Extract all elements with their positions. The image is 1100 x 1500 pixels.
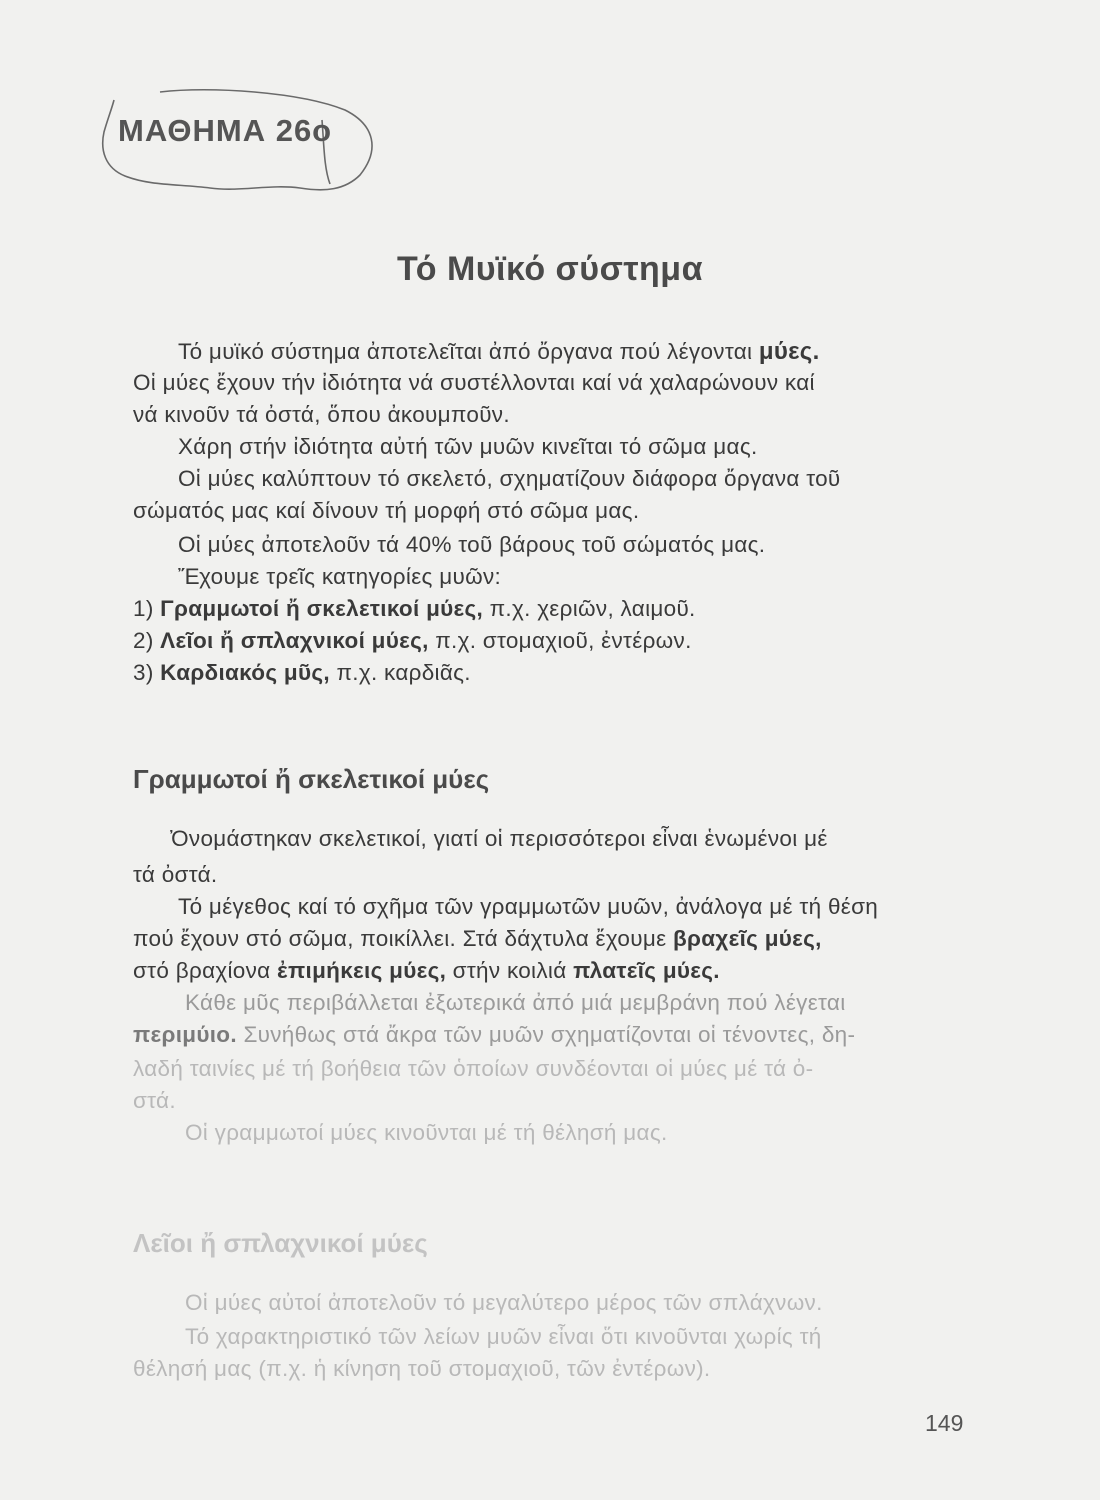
lesson-label: ΜΑΘΗΜΑ 26ο (118, 113, 333, 148)
section1-line-5: στό βραχίονα ἐπιμήκεις μύες, στήν κοιλιά πλατεῖς μύες. (133, 958, 720, 983)
intro-line-1: Τό μυϊκό σύστημα ἀποτελεῖται ἀπό ὄργανα πού λέγονται μύες. (178, 338, 820, 365)
intro-line-7: Οἱ μύες ἀποτελοῦν τά 40% τοῦ βάρους τοῦ σώματός μας. (178, 532, 766, 557)
section1-line-4: πού ἔχουν στό σῶμα, ποικίλλει. Στά δάχτυλα ἔχουμε βραχεῖς μύες, (133, 926, 822, 951)
intro-line-8: Ἔχουμε τρεῖς κατηγορίες μυῶν: (178, 564, 502, 589)
section1-line-3: Τό μέγεθος καί τό σχῆμα τῶν γραμμωτῶν μυῶν, ἀνάλογα μέ τή θέση (178, 894, 879, 919)
list-item: 3) Καρδιακός μῦς, π.χ. καρδιᾶς. (133, 660, 471, 685)
page-number: 149 (925, 1410, 964, 1436)
section1-line-2: τά ὀστά. (133, 862, 218, 887)
intro-line-4: Χάρη στήν ἰδιότητα αὐτή τῶν μυῶν κινεῖται τό σῶμα μας. (178, 434, 758, 459)
section1-line-9: στά. (133, 1088, 176, 1113)
section1-line-7: περιμύιο. Συνήθως στά ἄκρα τῶν μυῶν σχηματίζονται οἱ τένοντες, δη- (133, 1022, 856, 1047)
list-item: 1) Γραμμωτοί ἤ σκελετικοί μύες, π.χ. χεριῶν, λαιμοῦ. (133, 596, 696, 621)
page-title: Τό Μυϊκό σύστημα (396, 250, 703, 288)
section1-line-8: λαδή ταινίες μέ τή βοήθεια τῶν ὁποίων συνδέονται οἱ μύες μέ τά ὀ- (133, 1056, 814, 1081)
section1-line-10: Οἱ γραμμωτοί μύες κινοῦνται μέ τή θέλησή μας. (185, 1120, 668, 1145)
section-heading-skeletal: Γραμμωτοί ἤ σκελετικοί μύες (133, 764, 490, 794)
section2-line-1: Οἱ μύες αὐτοί ἀποτελοῦν τό μεγαλύτερο μέρος τῶν σπλάχνων. (185, 1290, 823, 1315)
section-heading-smooth: Λεῖοι ἤ σπλαχνικοί μύες (133, 1228, 428, 1258)
section1-line-1: Ὀνομάστηκαν σκελετικοί, γιατί οἱ περισσότεροι εἶναι ἑνωμένοι μέ (170, 826, 828, 851)
section2-line-3: θέλησή μας (π.χ. ἡ κίνηση τοῦ στομαχιοῦ, τῶν ἐντέρων). (133, 1356, 711, 1381)
intro-line-5: Οἱ μύες καλύπτουν τό σκελετό, σχηματίζουν διάφορα ὄργανα τοῦ (178, 466, 841, 491)
section1-line-6: Κάθε μῦς περιβάλλεται ἐξωτερικά ἀπό μιά μεμβράνη πού λέγεται (185, 990, 846, 1015)
intro-line-6: σώματός μας καί δίνουν τή μορφή στό σῶμα μας. (133, 498, 640, 523)
list-item: 2) Λεῖοι ἤ σπλαχνικοί μύες, π.χ. στομαχιοῦ, ἐντέρων. (133, 628, 692, 653)
section2-line-2: Τό χαρακτηριστικό τῶν λείων μυῶν εἶναι ὅτι κινοῦνται χωρίς τή (185, 1324, 822, 1349)
intro-line-3: νά κινοῦν τά ὀστά, ὅπου ἀκουμποῦν. (133, 402, 510, 427)
intro-line-2: Οἱ μύες ἔχουν τήν ἰδιότητα νά συστέλλονται καί νά χαλαρώνουν καί (133, 370, 815, 395)
